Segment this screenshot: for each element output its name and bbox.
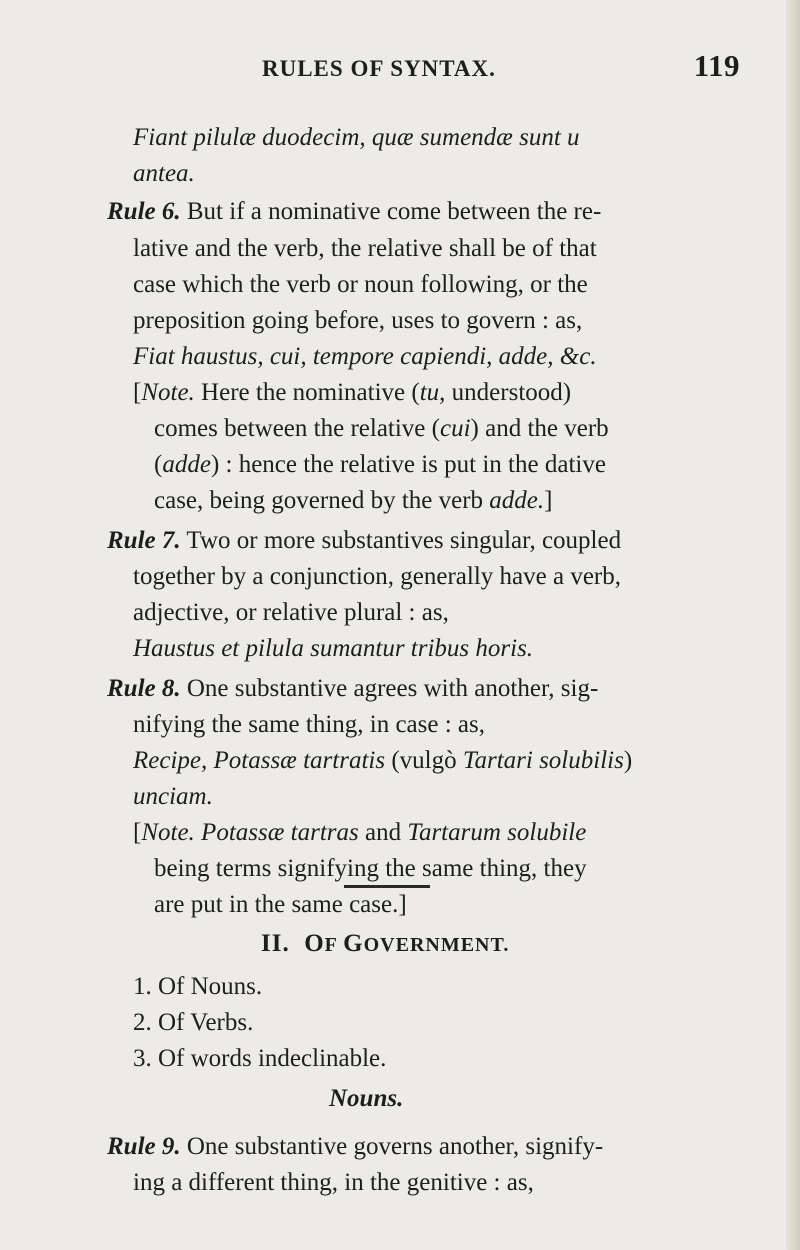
running-header: [262, 48, 740, 83]
list-item: 1. Of Nouns.: [133, 973, 263, 1000]
note-line: case, being governed by the verb adde.]: [154, 487, 553, 514]
page-number: 119: [693, 48, 740, 83]
list-item: 3. Of words indeclinable.: [133, 1045, 387, 1072]
text-line: lative and the verb, the relative shall be of that: [133, 235, 597, 262]
text-line: antea.: [133, 160, 195, 187]
text-line: together by a conjunction, generally have a verb,: [133, 563, 622, 590]
text-line: ing a different thing, in the genitive : as,: [133, 1169, 534, 1196]
text-line: Fiant pilulæ duodecim, quæ sumendæ sunt u: [133, 124, 580, 151]
text-line: adjective, or relative plural : as,: [133, 599, 449, 626]
nouns-heading: Nouns.: [329, 1085, 404, 1112]
section-heading: II. OF GOVERNMENT.: [261, 930, 510, 957]
note-line: [Note. Potassæ tartras and Tartarum solubile: [133, 819, 587, 846]
note-line: are put in the same case.]: [154, 891, 407, 918]
example-line: Fiat haustus, cui, tempore capiendi, adde, &c.: [133, 343, 597, 370]
note-line: being terms signifying the same thing, they: [154, 855, 587, 882]
rule-8: Rule 8. One substantive agrees with another, sig-: [107, 675, 599, 702]
page-edge: [786, 0, 800, 1250]
running-title: RULES OF SYNTAX.: [262, 56, 496, 81]
list-item: 2. Of Verbs.: [133, 1009, 254, 1036]
note-line: [Note. Here the nominative (tu, understood): [133, 379, 572, 406]
text-line: case which the verb or noun following, or the: [133, 271, 588, 298]
example-line: Haustus et pilula sumantur tribus horis.: [133, 635, 534, 662]
example-line: unciam.: [133, 783, 213, 810]
text-line: preposition going before, uses to govern : as,: [133, 307, 583, 334]
rule-9-line: Rule 9. One substantive governs another, signify-: [107, 1133, 604, 1160]
note-line: comes between the relative (cui) and the verb: [154, 415, 609, 442]
text-line: nifying the same thing, in case : as,: [133, 711, 486, 738]
rule-7: Rule 7. Two or more substantives singular, coupled: [107, 527, 622, 554]
example-line: Recipe, Potassæ tartratis (vulgò Tartari solubilis): [133, 747, 633, 774]
rule-6: Rule 6. But if a nominative come between the re-: [107, 198, 602, 225]
note-line: (adde) : hence the relative is put in the dative: [154, 451, 606, 478]
section-divider: [344, 885, 430, 888]
